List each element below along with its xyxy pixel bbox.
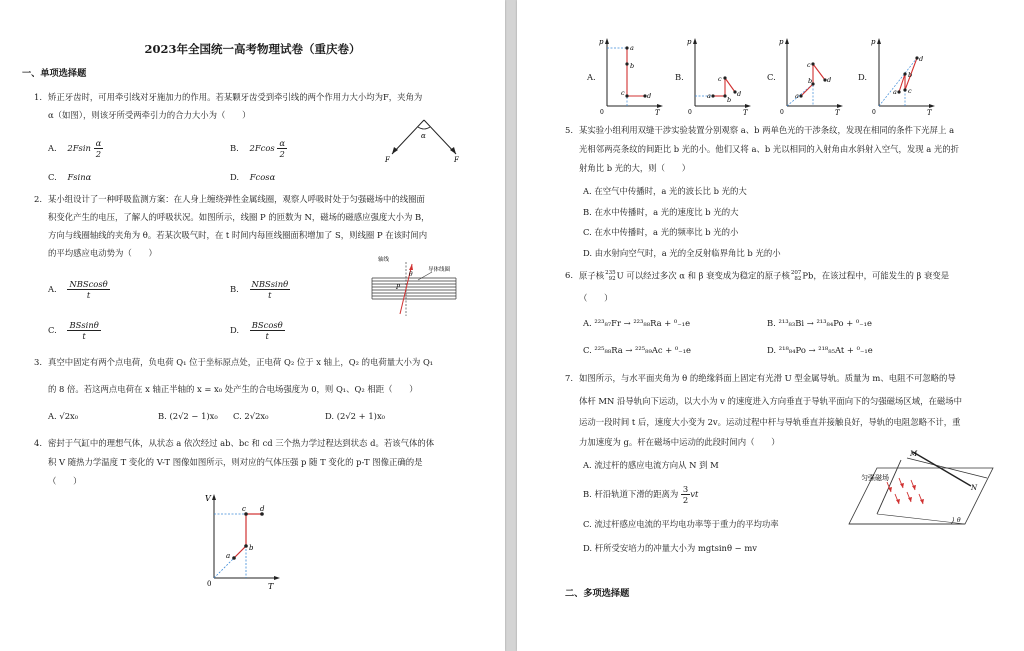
state-d: d bbox=[919, 55, 924, 63]
state-a: a bbox=[707, 92, 711, 100]
state-d: d bbox=[260, 505, 265, 513]
p-axis-arrow bbox=[877, 38, 881, 44]
option-a bbox=[48, 279, 110, 300]
state-c: c bbox=[908, 87, 912, 95]
p-axis-label: p bbox=[687, 38, 692, 46]
option-b: B. ²¹³₈₃Bi → ²¹³₈₄Po + ⁰₋₁e bbox=[767, 318, 872, 328]
option-c: C. bbox=[767, 72, 776, 82]
p-axis-label: p bbox=[599, 38, 604, 46]
state-a-point bbox=[799, 94, 802, 97]
guide-line bbox=[879, 58, 917, 106]
process-line bbox=[801, 84, 813, 96]
state-a: a bbox=[893, 88, 897, 96]
state-b-point bbox=[625, 62, 628, 65]
question-text: 某小组设计了一种呼吸监测方案：在人身上缠绕弹性金属线圈，观察人呼吸时处于匀强磁场中的线圈面 bbox=[48, 194, 425, 204]
p-axis-label: p bbox=[779, 38, 784, 46]
question-text: 某实验小组利用双缝干涉实验装置分别观察 a、b 两单色光的干涉条纹，发现在相同的条件下光屏上 a bbox=[579, 125, 955, 135]
option-expr: 2Fcos bbox=[249, 143, 275, 153]
state-c-point bbox=[625, 94, 628, 97]
option-expr: vt bbox=[690, 489, 699, 499]
option-a: A. √2x₀ bbox=[48, 411, 79, 421]
question-text: （ ） bbox=[48, 476, 82, 486]
magnetic-field-label: 匀强磁场 bbox=[861, 474, 889, 482]
question-text: 积变化产生的电压，了解人的呼吸状况。如图所示，线圈 P 的匝数为 N，磁场的磁感应强度大小为 B， bbox=[48, 212, 430, 222]
option-a: A. 在空气中传播时，a 光的波长比 b 光的大 bbox=[583, 186, 747, 196]
frac-num: α bbox=[279, 138, 285, 148]
question-number: 3. bbox=[34, 357, 42, 367]
option-b: B. bbox=[675, 72, 684, 82]
text-part: 原子核 bbox=[579, 270, 605, 281]
option-letter: C. bbox=[48, 325, 57, 335]
question-number: 7. bbox=[565, 373, 573, 383]
state-c-point bbox=[903, 88, 906, 91]
option-expr: Fsinα bbox=[67, 172, 92, 182]
question-text: 力加速度为 g。杆在磁场中运动的此段时间内（ ） bbox=[579, 437, 780, 447]
v-t-graph bbox=[202, 492, 282, 590]
question-text: 光相邻两亮条纹的间距比 b 光的小。他们又将 a、b 光以相同的入射角由水斜射入空气，发现 a 光的折 bbox=[579, 144, 960, 154]
question-number: 4. bbox=[34, 438, 42, 448]
option-letter: D. bbox=[230, 325, 240, 335]
question-text: α（如图），则该牙所受两牵引力的合力大小为（ ） bbox=[48, 110, 251, 120]
option-c bbox=[48, 320, 101, 341]
state-c: c bbox=[807, 61, 811, 69]
state-c: c bbox=[621, 89, 625, 97]
section-heading-single-choice: 一、单项选择题 bbox=[22, 68, 87, 79]
t-axis-label: T bbox=[655, 109, 660, 117]
option-expr: Fcosα bbox=[249, 172, 276, 182]
t-axis-label: T bbox=[743, 109, 748, 117]
option-letter: C. bbox=[48, 172, 57, 182]
option-d: D. ²¹⁸₈₄Po → ²¹⁸₈₅At + ⁰₋₁e bbox=[767, 345, 873, 355]
frac-num: NBScosθ bbox=[69, 279, 108, 289]
question-text: 的 8 倍。若这两点电荷在 x 轴正半轴的 x = x₀ 处产生的合电场强度为 0，则 Q₁、Q₂ 相距（ ） bbox=[48, 384, 418, 394]
state-c: c bbox=[718, 75, 722, 83]
question-text: 矫正牙齿时，可用牵引线对牙施加力的作用。若某颗牙齿受到牵引线的两个作用力大小均为F，夹角为 bbox=[48, 92, 423, 102]
option-b bbox=[230, 279, 290, 300]
option-a: A. bbox=[587, 72, 596, 82]
option-d bbox=[230, 172, 275, 183]
rod-end-n: N bbox=[971, 484, 978, 492]
frac-den: 2 bbox=[682, 495, 689, 505]
question-text: 射角比 b 光的大，则（ ） bbox=[579, 163, 691, 173]
option-letter: D. bbox=[230, 172, 240, 182]
t-axis-arrow bbox=[929, 104, 935, 108]
option-text: B. 杆沿轨道下滑的距离为 bbox=[583, 489, 679, 499]
state-c: c bbox=[242, 505, 246, 513]
option-expr: 2Fsin bbox=[67, 143, 91, 153]
process-line bbox=[813, 64, 825, 80]
option-d bbox=[230, 320, 285, 341]
origin-label: 0 bbox=[872, 109, 876, 116]
frac-den: 2 bbox=[279, 149, 285, 159]
mass-number: 207 bbox=[790, 270, 802, 276]
question-text: 如图所示，与水平面夹角为 θ 的绝缘斜面上固定有光滑 U 型金属导轨。质量为 m、电阻不可忽略的导 bbox=[579, 373, 956, 383]
force-label: F bbox=[385, 156, 390, 164]
p-t-graph-c bbox=[777, 34, 847, 117]
state-a: a bbox=[795, 92, 799, 100]
inclined-rail-figure bbox=[847, 448, 997, 526]
question-number: 1. bbox=[34, 92, 42, 102]
option-b: B. 在水中传播时，a 光的速度比 b 光的大 bbox=[583, 207, 739, 217]
t-axis-arrow bbox=[745, 104, 751, 108]
frac-den: t bbox=[265, 331, 269, 341]
state-b: b bbox=[727, 96, 732, 104]
text-part: Pb，在该过程中，可能发生的 β 衰变是 bbox=[802, 270, 950, 281]
frac-num: BSsinθ bbox=[69, 320, 99, 330]
option-d: D. 由水射向空气时，a 光的全反射临界角比 b 光的小 bbox=[583, 248, 781, 258]
origin-label: 0 bbox=[688, 109, 692, 116]
t-axis-label: T bbox=[268, 582, 274, 591]
option-a: A. ²²³₈₇Fr → ²²³₈₈Ra + ⁰₋₁e bbox=[583, 318, 691, 328]
question-number: 6. bbox=[565, 270, 573, 280]
option-b bbox=[583, 484, 698, 505]
question-text: 运动一段时间 t 后，速度大小变为 2v。运动过程中杆与导轨垂直并接触良好，导轨的电阻忽略不计，重 bbox=[579, 417, 961, 427]
atomic-number: 92 bbox=[608, 276, 616, 282]
text-part: U 可以经过多次 α 和 β 衰变成为稳定的原子核 bbox=[616, 270, 790, 281]
state-b: b bbox=[249, 544, 254, 552]
question-text: 积 V 随热力学温度 T 变化的 V-T 图像如图所示，则对应的气体压强 p 随 T 变化的 p-T 图像正确的是 bbox=[48, 457, 423, 467]
question-text: 密封于气缸中的理想气体，从状态 a 依次经过 ab、bc 和 cd 三个热力学过程达到状态 d。若该气体的体 bbox=[48, 438, 435, 448]
p-t-graph-d bbox=[869, 34, 939, 117]
question-text: 的平均感应电动势为（ ） bbox=[48, 248, 157, 258]
option-d: D. 杆所受安培力的冲量大小为 mgtsinθ − mv bbox=[583, 543, 757, 553]
p-t-graph-b bbox=[685, 34, 755, 117]
coil-p-label: P bbox=[396, 284, 401, 291]
question-text: 真空中固定有两个点电荷，负电荷 Q₁ 位于坐标原点处，正电荷 Q₂ 位于 x 轴上，Q₂ 的电荷量大小为 Q₁ bbox=[48, 357, 434, 367]
frac-num: BScosθ bbox=[251, 320, 283, 330]
state-b: b bbox=[630, 62, 635, 70]
process-line bbox=[725, 78, 735, 92]
frac-num: NBSsinθ bbox=[251, 279, 289, 289]
frac-num: α bbox=[95, 138, 102, 148]
state-a-point bbox=[897, 90, 900, 93]
state-b: b bbox=[908, 71, 913, 79]
option-letter: A. bbox=[48, 284, 57, 294]
option-b bbox=[230, 138, 287, 159]
t-axis-label: T bbox=[835, 109, 840, 117]
option-d: D. (2√2 + 1)x₀ bbox=[325, 411, 386, 421]
state-c-point bbox=[723, 76, 726, 79]
state-c-point bbox=[811, 62, 814, 65]
question-text bbox=[579, 270, 949, 282]
option-letter: B. bbox=[230, 284, 239, 294]
origin-label: 0 bbox=[600, 109, 604, 116]
state-b: b bbox=[808, 77, 813, 85]
axis-label: 轴线 bbox=[378, 257, 390, 263]
p-axis-label: p bbox=[871, 38, 876, 46]
origin-label: 0 bbox=[207, 580, 212, 588]
option-c bbox=[48, 172, 91, 183]
state-a: a bbox=[226, 552, 231, 560]
state-d: d bbox=[737, 90, 742, 98]
angle-label: α bbox=[421, 132, 426, 140]
frac-den: t bbox=[86, 290, 91, 300]
force-label: F bbox=[454, 156, 459, 164]
option-c: C. 流过杆感应电流的平均电功率等于重力的平均功率 bbox=[583, 519, 779, 529]
p-t-graph-a bbox=[597, 34, 667, 117]
force-angle-figure bbox=[384, 116, 464, 164]
origin-label: 0 bbox=[780, 109, 784, 116]
option-letter: A. bbox=[48, 143, 57, 153]
state-a: a bbox=[630, 44, 634, 52]
exam-title: 2023年全国统一高考物理试卷（重庆卷） bbox=[144, 42, 361, 56]
state-a-point bbox=[625, 46, 628, 49]
state-d: d bbox=[827, 76, 832, 84]
option-b: B. (2√2 − 1)x₀ bbox=[158, 411, 218, 421]
state-a-point bbox=[711, 94, 714, 97]
question-text: 体杆 MN 沿导轨向下运动，以大小为 v 的速度进入方向垂直于导轨平面向下的匀强磁场区域，在磁场中 bbox=[579, 396, 963, 406]
option-letter: B. bbox=[230, 143, 239, 153]
frac-num: 3 bbox=[682, 484, 689, 494]
incline-angle: θ bbox=[957, 517, 961, 524]
p-axis-arrow bbox=[693, 38, 697, 44]
question-number: 5. bbox=[565, 125, 573, 135]
document-page-right bbox=[517, 0, 1024, 651]
question-text: 方向与线圈轴线的夹角为 θ。若某次吸气时，在 t 时间内每匝线圈面积增加了 S，则线圈 P 在该时间内 bbox=[48, 230, 428, 240]
coil-magnetic-field-figure bbox=[370, 256, 462, 320]
atomic-number: 82 bbox=[794, 276, 802, 282]
p-axis-arrow bbox=[605, 38, 609, 44]
option-d: D. bbox=[858, 72, 868, 82]
option-a: A. 流过杆的感应电流方向从 N 到 M bbox=[583, 460, 719, 470]
option-c: C. 2√2x₀ bbox=[233, 411, 269, 421]
rod-end-m: M bbox=[910, 450, 918, 458]
state-d: d bbox=[647, 92, 652, 100]
frac-den: 2 bbox=[95, 149, 102, 159]
question-number: 2. bbox=[34, 194, 42, 204]
coil-label: 导体线圈 bbox=[428, 267, 451, 273]
t-axis-arrow bbox=[657, 104, 663, 108]
section-heading-multiple-choice: 二、多项选择题 bbox=[565, 588, 630, 599]
p-axis-arrow bbox=[785, 38, 789, 44]
v-axis-label: V bbox=[205, 494, 211, 503]
state-b-point bbox=[903, 72, 906, 75]
option-c: C. 在水中传播时，a 光的频率比 b 光的小 bbox=[583, 227, 739, 237]
t-axis-label: T bbox=[927, 109, 932, 117]
t-axis-arrow bbox=[837, 104, 843, 108]
option-a bbox=[48, 138, 103, 159]
option-c: C. ²²⁵₈₈Ra → ²²⁵₈₉Ac + ⁰₋₁e bbox=[583, 345, 692, 355]
page-gutter bbox=[505, 0, 517, 651]
frac-den: t bbox=[82, 331, 86, 341]
document-page-left bbox=[0, 0, 505, 651]
question-text: （ ） bbox=[579, 293, 613, 303]
theta-label: θ bbox=[409, 271, 413, 278]
mass-number: 235 bbox=[605, 270, 616, 276]
frac-den: t bbox=[268, 290, 272, 300]
